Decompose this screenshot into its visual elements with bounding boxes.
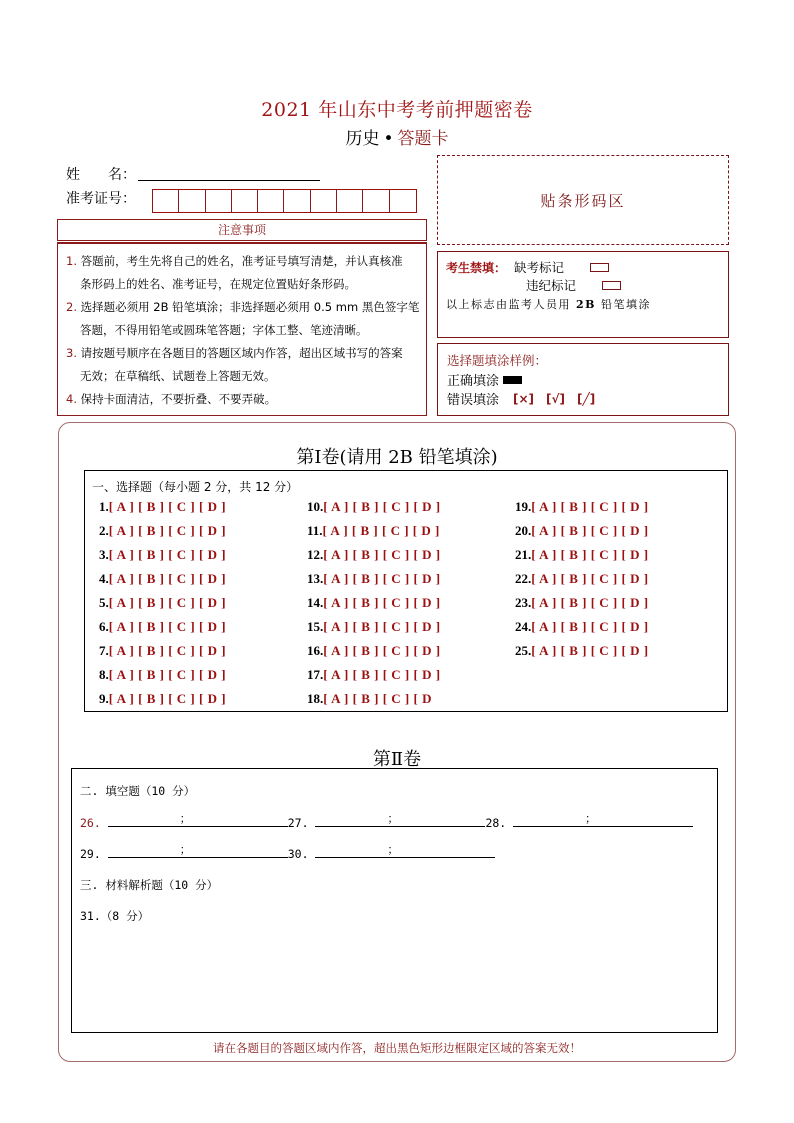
question-number: 10.	[307, 499, 324, 514]
question-row[interactable]	[515, 495, 649, 519]
blank-row-1	[80, 812, 693, 830]
blank-number-29: 29.	[80, 847, 101, 861]
absent-mark-label: 缺考标记	[514, 260, 565, 275]
answer-options[interactable]: [ A ] [ B ] [ C ] [ D ]	[323, 667, 441, 682]
answer-options[interactable]: [ A ] [ B ] [ C ] [ D ]	[323, 499, 441, 514]
fill-example-title: 选择题填涂样例：	[447, 353, 548, 368]
answer-options[interactable]: [ A ] [ B ] [ C ] [ D ]	[108, 643, 227, 658]
fill-blank-heading: 二. 填空题（10 分）	[80, 784, 196, 798]
notice-item-1	[66, 250, 420, 296]
answer-options[interactable]: [ A ] [ B ] [ C ] [ D ]	[531, 571, 649, 586]
question-number: 24.	[515, 619, 532, 634]
question-number: 2.	[99, 523, 109, 538]
notice-text: 条形码上的姓名、准考证号，在规定位置贴好条形码。	[80, 277, 356, 291]
analysis-heading: 三. 材料解析题（10 分）	[80, 878, 219, 892]
exam-id-digit-box[interactable]	[232, 190, 258, 212]
blank-number-26: 26.	[80, 816, 101, 830]
question-row[interactable]	[515, 591, 649, 615]
notice-item-2	[66, 296, 420, 342]
answer-blank-27[interactable]	[315, 812, 485, 827]
exam-id-boxes	[152, 189, 417, 213]
notice-list	[57, 242, 427, 416]
answer-options[interactable]: [ A ] [ B ] [ C ] [ D ]	[323, 571, 441, 586]
answer-options[interactable]: [ A ] [ B ] [ C ] [ D ]	[108, 547, 227, 562]
notice-number: 2.	[66, 300, 77, 314]
name-input-line[interactable]	[138, 180, 320, 181]
question-number: 18.	[307, 691, 324, 706]
question-row[interactable]	[307, 495, 441, 519]
question-number: 7.	[99, 643, 109, 658]
question-row[interactable]	[99, 639, 226, 663]
question-number: 23.	[515, 595, 532, 610]
question-column-1	[99, 495, 226, 711]
answer-options[interactable]: [ A ] [ B ] [ C ] [ D ]	[323, 619, 441, 634]
answer-options[interactable]: [ A ] [ B ] [ C ] [ D ]	[323, 595, 441, 610]
answer-blank-29[interactable]	[108, 843, 288, 858]
question-row[interactable]	[99, 495, 226, 519]
question-number: 4.	[99, 571, 109, 586]
question-row[interactable]	[307, 615, 441, 639]
question-row[interactable]	[307, 663, 441, 687]
violation-mark-row	[446, 276, 728, 294]
cross-mark-icon: [×]	[513, 391, 535, 406]
question-number: 22.	[515, 571, 532, 586]
question-number: 25.	[515, 643, 532, 658]
exam-id-digit-box[interactable]	[363, 190, 389, 212]
footer-warning: 请在各题目的答题区域内作答，超出黑色矩形边框限定区域的答案无效！	[213, 1041, 581, 1055]
exam-id-digit-box[interactable]	[258, 190, 284, 212]
proctor-note-text: 铅笔填涂	[600, 298, 651, 311]
section-2-title: 第Ⅱ卷	[372, 749, 422, 770]
question-number: 3.	[99, 547, 109, 562]
question-row[interactable]	[99, 663, 226, 687]
question-31-label: 31.（8 分）	[80, 909, 150, 923]
question-row[interactable]	[307, 567, 441, 591]
exam-title: 2021 年山东中考考前押题密卷	[261, 99, 533, 121]
answer-options[interactable]: [ A ] [ B ] [ C ] [ D ]	[108, 595, 227, 610]
violation-mark-label: 违纪标记	[526, 278, 577, 293]
question-row[interactable]	[307, 543, 441, 567]
filled-mark-icon	[503, 376, 522, 384]
answer-options[interactable]: [ A ] [ B ] [ C ] [ D ]	[323, 547, 441, 562]
question-row[interactable]	[515, 543, 649, 567]
notice-number: 4.	[66, 392, 77, 406]
question-number: 12.	[307, 547, 324, 562]
semicolon: ；	[387, 812, 399, 825]
correct-fill-label: 正确填涂	[447, 374, 500, 389]
notice-text: 无效；在草稿纸、试题卷上答题无效。	[80, 369, 276, 383]
question-number: 14.	[307, 595, 324, 610]
proctor-note	[446, 296, 728, 312]
slash-mark-icon: [╱]	[577, 391, 596, 406]
question-row[interactable]	[515, 519, 649, 543]
question-row[interactable]	[307, 519, 441, 543]
semicolon: ；	[387, 843, 399, 856]
name-label-part1: 姓	[66, 167, 80, 183]
answer-options[interactable]: [ A ] [ B ] [ C ] [ D ]	[108, 667, 227, 682]
question-row[interactable]	[307, 687, 441, 711]
exam-id-digit-box[interactable]	[311, 190, 337, 212]
question-row[interactable]	[99, 591, 226, 615]
question-row[interactable]	[307, 591, 441, 615]
question-row[interactable]	[515, 567, 649, 591]
notice-text: 选择题必须用 2B 铅笔填涂；非选择题必须用 0.5 mm 黑色签字笔	[80, 300, 420, 314]
barcode-area-label: 贴条形码区	[540, 191, 626, 210]
card-type-label: 答题卡	[397, 129, 449, 149]
answer-blank-26[interactable]	[108, 812, 288, 827]
exam-id-digit-box[interactable]	[153, 190, 179, 212]
question-number: 15.	[307, 619, 324, 634]
absent-mark-checkbox[interactable]	[590, 263, 609, 272]
answer-options[interactable]: [ A ] [ B ] [ C ] [ D ]	[531, 595, 649, 610]
exam-id-digit-box[interactable]	[284, 190, 310, 212]
question-31-answer-area[interactable]	[78, 925, 708, 1025]
subject-label: 历史	[345, 129, 380, 149]
question-number: 5.	[99, 595, 109, 610]
answer-options[interactable]: [ A ] [ B ] [ C ] [ D ]	[531, 499, 649, 514]
question-column-2	[307, 495, 441, 711]
notice-text: 答题前，考生先将自己的姓名，准考证号填写清楚，并认真核准	[80, 254, 403, 268]
proctor-note-bold: 2B	[576, 298, 596, 311]
question-row[interactable]	[99, 615, 226, 639]
proctor-only-box	[437, 251, 729, 338]
exam-id-digit-box[interactable]	[337, 190, 363, 212]
fill-example-box	[437, 343, 729, 416]
question-number: 9.	[99, 691, 109, 706]
check-mark-icon: [√]	[546, 391, 566, 406]
answer-options[interactable]: [ A ] [ B ] [ C ] [ D ]	[531, 643, 649, 658]
question-number: 13.	[307, 571, 324, 586]
question-number: 8.	[99, 667, 109, 682]
question-row[interactable]	[515, 615, 649, 639]
separator-dot: •	[383, 129, 394, 149]
answer-options[interactable]: [ A ] [ B ] [ C ] [ D ]	[323, 643, 441, 658]
absent-mark-row	[446, 258, 728, 276]
correct-fill-row	[447, 370, 728, 389]
semicolon: ；	[179, 843, 191, 856]
semicolon: ；	[179, 812, 191, 825]
exam-id-label: 准考证号：	[66, 191, 136, 207]
question-column-3	[515, 495, 649, 663]
name-label	[66, 164, 136, 184]
answer-options[interactable]: [ A ] [ B ] [ C ] [ D ]	[531, 523, 649, 538]
notice-number: 3.	[66, 346, 77, 360]
exam-subtitle	[0, 124, 794, 149]
question-number: 16.	[307, 643, 324, 658]
proctor-only-label: 考生禁填：	[446, 260, 507, 275]
question-number: 1.	[99, 499, 109, 514]
section-1-title: 第Ⅰ卷(请用 2B 铅笔填涂)	[296, 447, 498, 468]
answer-blank-30[interactable]	[315, 843, 495, 858]
notice-number: 1.	[66, 254, 77, 268]
answer-options[interactable]: [ A ] [ B ] [ C ] [ D ]	[322, 523, 440, 538]
question-number: 19.	[515, 499, 532, 514]
answer-options[interactable]: [ A ] [ B ] [ C ] [ D ]	[108, 691, 227, 706]
exam-id-digit-box[interactable]	[206, 190, 232, 212]
choice-heading: 一、选择题（每小题 2 分，共 12 分）	[92, 480, 299, 494]
exam-id-digit-box[interactable]	[179, 190, 205, 212]
blank-row-2	[80, 843, 495, 861]
question-number: 21.	[515, 547, 532, 562]
semicolon: ；	[585, 812, 597, 825]
answer-options[interactable]: [ A ] [ B ] [ C ] [ D ]	[108, 499, 227, 514]
question-row[interactable]	[307, 639, 441, 663]
notice-text: 答题，不得用铅笔或圆珠笔答题；字体工整、笔迹清晰。	[80, 323, 368, 337]
notice-text: 请按题号顺序在各题目的答题区域内作答，超出区域书写的答案	[80, 346, 403, 360]
answer-options[interactable]: [ A ] [ B ] [ C ] [ D ]	[108, 523, 227, 538]
question-row[interactable]	[99, 543, 226, 567]
violation-mark-checkbox[interactable]	[602, 281, 621, 290]
notice-item-4	[66, 388, 420, 411]
proctor-note-text: 以上标志由监考人员用	[446, 298, 571, 311]
blank-number-30: 30.	[287, 847, 309, 861]
question-number: 17.	[307, 667, 324, 682]
question-row[interactable]	[99, 687, 226, 711]
wrong-fill-label: 错误填涂	[447, 393, 500, 408]
question-number: 11.	[307, 523, 323, 538]
answer-options[interactable]: [ A ] [ B ] [ C ] [ D	[323, 691, 432, 706]
answer-options[interactable]: [ A ] [ B ] [ C ] [ D ]	[531, 619, 649, 634]
notice-item-3	[66, 342, 420, 388]
question-number: 6.	[99, 619, 109, 634]
name-label-part2: 名：	[108, 167, 136, 183]
barcode-area	[437, 155, 729, 245]
notice-text: 保持卡面清洁，不要折叠、不要弄破。	[80, 392, 277, 406]
question-row[interactable]	[99, 519, 226, 543]
wrong-fill-row	[447, 389, 728, 408]
answer-options[interactable]: [ A ] [ B ] [ C ] [ D ]	[108, 619, 227, 634]
blank-number-27: 27.	[287, 816, 309, 830]
notice-title: 注意事项	[57, 219, 427, 241]
blank-number-28: 28.	[485, 816, 507, 830]
exam-id-digit-box[interactable]	[390, 190, 416, 212]
question-row[interactable]	[99, 567, 226, 591]
question-row[interactable]	[515, 639, 649, 663]
answer-options[interactable]: [ A ] [ B ] [ C ] [ D ]	[108, 571, 227, 586]
answer-blank-28[interactable]	[513, 812, 693, 827]
question-number: 20.	[515, 523, 532, 538]
answer-options[interactable]: [ A ] [ B ] [ C ] [ D ]	[531, 547, 649, 562]
